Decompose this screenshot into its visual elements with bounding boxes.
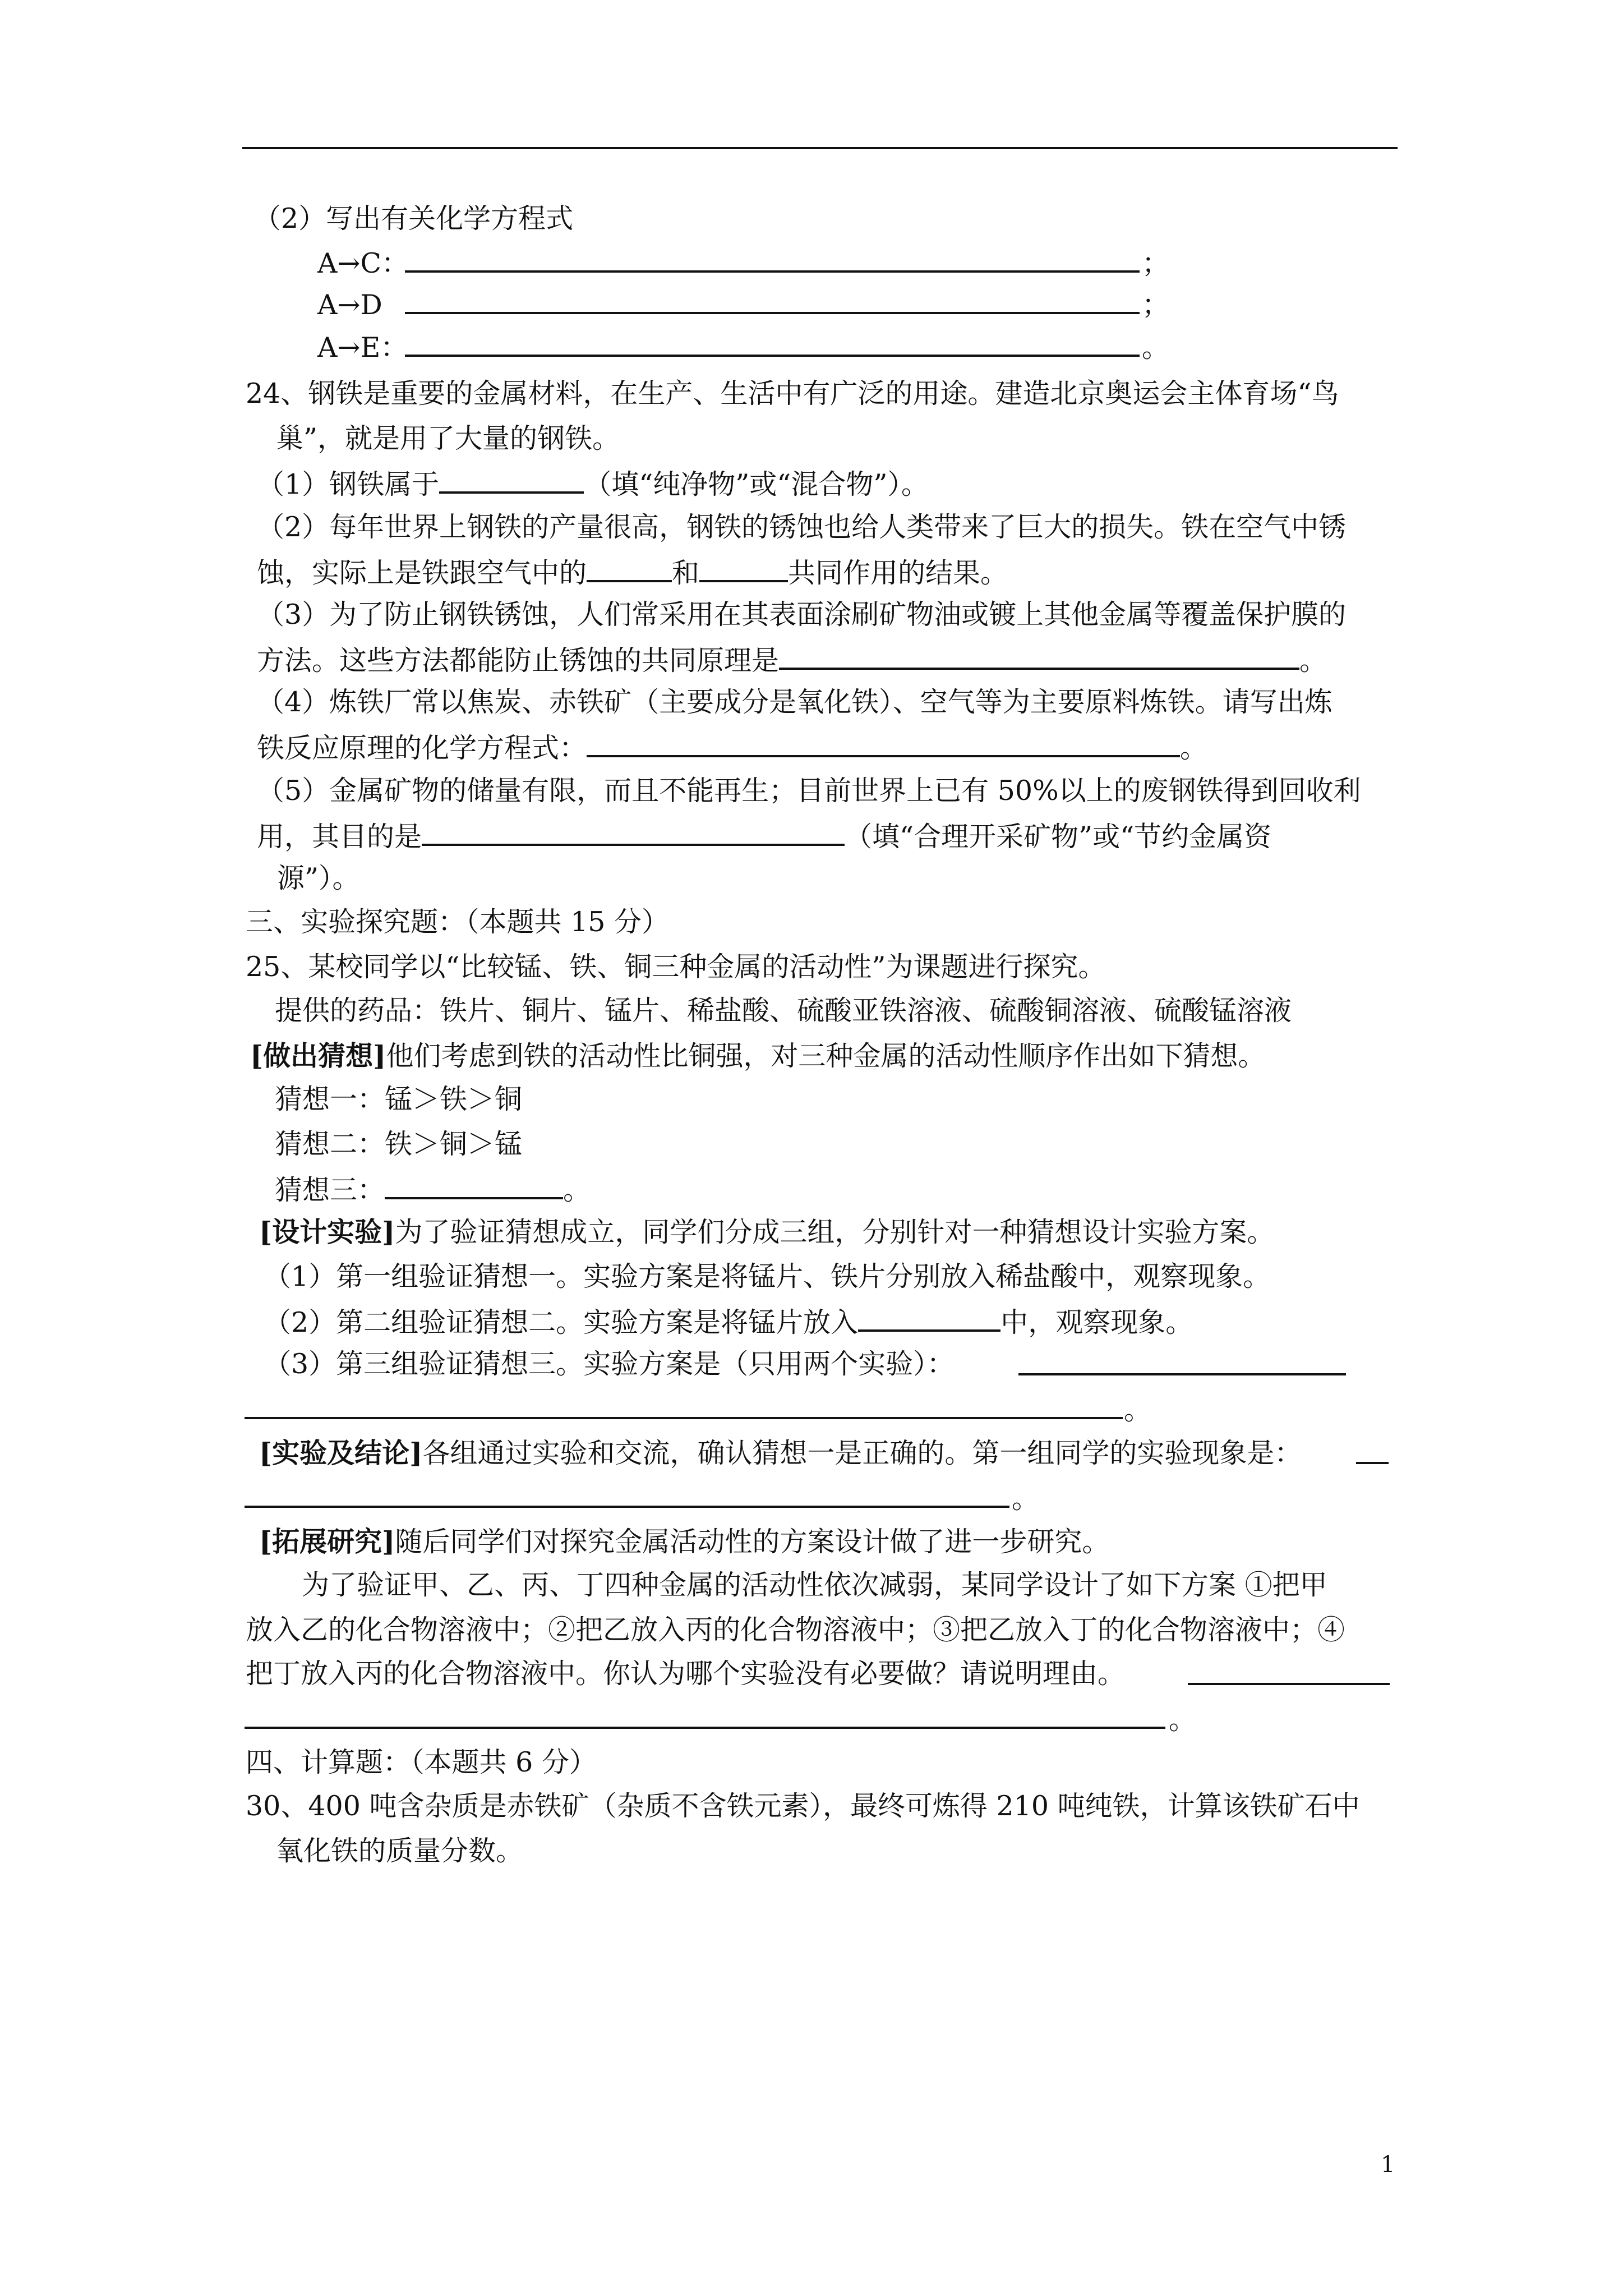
q24-part1-blank[interactable] [439,466,584,494]
design-group2-blank[interactable] [858,1304,1000,1332]
guess-one: 猜想一：锰＞铁＞铜 [275,1083,523,1115]
expand-paragraph-line1: 为了验证甲、乙、丙、丁四种金属的活动性依次减弱，某同学设计了如下方案 ①把甲 [302,1569,1327,1601]
design-group1: （1）第一组验证猜想一。实验方案是将锰片、铁片分别放入稀盐酸中，观察现象。 [264,1260,1271,1292]
result-blank2[interactable] [245,1506,1009,1508]
expand-text: 随后同学们对探究金属活动性的方案设计做了进一步研究。 [395,1526,1110,1558]
design-group3-blank1[interactable] [1018,1373,1346,1375]
expand-paragraph-line2: 放入乙的化合物溶液中；②把乙放入丙的化合物溶液中；③把乙放入丁的化合物溶液中；④ [246,1614,1345,1646]
guess-tag: [做出猜想] [250,1039,386,1072]
guess-three-blank[interactable] [385,1171,563,1199]
q24-part2-blank2[interactable] [699,554,788,582]
expand-blank2[interactable] [245,1727,1165,1729]
guess-text: 他们考虑到铁的活动性比铜强，对三种金属的活动性顺序作出如下猜想。 [386,1040,1266,1072]
expand-blank1[interactable] [1188,1683,1390,1685]
guess-three-label: 猜想三： [275,1174,385,1206]
result-blank1[interactable] [1356,1462,1389,1464]
guess-three-end: 。 [563,1174,591,1206]
q24-part3-line1: （3）为了防止钢铁锈蚀，人们常采用在其表面涂刷矿物油或镀上其他金属等覆盖保护膜的 [257,599,1347,631]
q24-part5-line1: （5）金属矿物的储量有限，而且不能再生；目前世界上已有 50%以上的废钢铁得到回收利 [257,775,1361,807]
q30-line2: 氧化铁的质量分数。 [276,1835,524,1867]
design-group2-tail: 中，观察现象。 [1000,1306,1193,1338]
result-end: 。 [1012,1483,1040,1515]
q24-part2-and: 和 [672,557,700,589]
q30-line1: 30、400 吨含杂质是赤铁矿（杂质不含铁元素），最终可炼得 210 吨纯铁，计算该铁矿石中 [246,1790,1360,1822]
q24-part5-blank[interactable] [422,818,845,846]
expand-end: 。 [1169,1704,1197,1736]
equation-a-to-c-label: A→C： [317,247,409,279]
q24-part2-blank1[interactable] [587,554,672,582]
result-text: 各组通过实验和交流，确认猜想一是正确的。第一组同学的实验现象是： [422,1437,1302,1469]
q25-design-intro [259,1215,1274,1250]
equation-a-to-d-end: ； [1142,289,1170,321]
expand-tag: [拓展研究] [259,1525,395,1558]
q24-part3-text: 方法。这些方法都能防止锈蚀的共同原理是 [257,645,780,677]
q25-intro: 25、某校同学以“比较锰、铁、铜三种金属的活动性”为课题进行探究。 [246,951,1106,983]
q24-part3-end: 。 [1299,645,1327,677]
q24-part4-blank[interactable] [587,729,1180,757]
section3-title: 三、实验探究题：（本题共 15 分） [246,906,670,938]
design-group3-end: 。 [1124,1394,1152,1426]
q24-part5-text: 用，其目的是 [257,821,422,853]
design-tag: [设计实验] [259,1216,395,1248]
q24-part5-line2 [257,818,1271,853]
design-group2-text: （2）第二组验证猜想二。实验方案是将锰片放入 [264,1306,859,1338]
q24-part2-text: 蚀，实际上是铁跟空气中的 [257,557,587,589]
expand-paragraph-line3: 把丁放入丙的化合物溶液中。你认为哪个实验没有必要做？请说明理由。 [246,1658,1126,1690]
q23-part2-title: （2）写出有关化学方程式 [253,203,574,234]
q24-part4-line1: （4）炼铁厂常以焦炭、赤铁矿（主要成分是氧化铁）、空气等为主要原料炼铁。请写出炼 [257,686,1332,718]
guess-two: 猜想二：铁＞铜＞锰 [275,1128,523,1160]
q24-intro-line2: 巢”，就是用了大量的钢铁。 [276,422,620,454]
equation-a-to-d-blank[interactable] [405,312,1140,314]
q24-intro-line1: 24、钢铁是重要的金属材料，在生产、生活中有广泛的用途。建造北京奥运会主体育场“鸟 [246,378,1339,409]
q24-part5-line3: 源”）。 [277,862,360,894]
result-tag: [实验及结论] [259,1437,423,1469]
q25-reagents: 提供的药品：铁片、铜片、锰片、稀盐酸、硫酸亚铁溶液、硫酸铜溶液、硫酸锰溶液 [275,995,1292,1027]
equation-a-to-e-end: 。 [1142,332,1170,364]
design-group2 [264,1304,1193,1338]
q25-result [259,1436,1302,1471]
q24-part5-hint: （填“合理开采矿物”或“节约金属资 [845,821,1272,853]
equation-a-to-d-label: A→D [317,289,382,321]
q24-part3-blank[interactable] [779,642,1299,670]
header-rule [242,147,1398,149]
equation-a-to-e-label: A→E： [317,332,408,364]
equation-a-to-c-blank[interactable] [405,270,1140,273]
section4-title: 四、计算题：（本题共 6 分） [246,1746,597,1778]
q24-part4-end: 。 [1180,732,1208,764]
equation-a-to-c-end: ； [1142,247,1170,279]
q24-part2-line1: （2）每年世界上钢铁的产量很高，钢铁的锈蚀也给人类带来了巨大的损失。铁在空气中锈 [257,511,1347,543]
q25-expand-intro [259,1525,1109,1559]
equation-a-to-e-blank[interactable] [405,355,1140,357]
q24-part4-line2 [257,729,1207,764]
q24-part3-line2 [257,642,1327,677]
q24-part2-tail: 共同作用的结果。 [788,557,1008,589]
guess-three [275,1171,591,1206]
design-group3-blank2[interactable] [245,1417,1123,1419]
page-number: 1 [1381,2152,1395,2178]
q24-part1-hint: （填“纯净物”或“混合物”）。 [584,468,929,500]
q24-part1-text: （1）钢铁属于 [257,468,440,500]
q25-guess-intro [250,1039,1265,1074]
design-text: 为了验证猜想成立，同学们分成三组，分别针对一种猜想设计实验方案。 [395,1216,1275,1248]
q24-part1 [257,466,929,500]
q24-part4-text: 铁反应原理的化学方程式： [257,732,587,764]
q24-part2-line2 [257,554,1008,589]
design-group3: （3）第三组验证猜想三。实验方案是（只用两个实验）： [264,1348,955,1380]
